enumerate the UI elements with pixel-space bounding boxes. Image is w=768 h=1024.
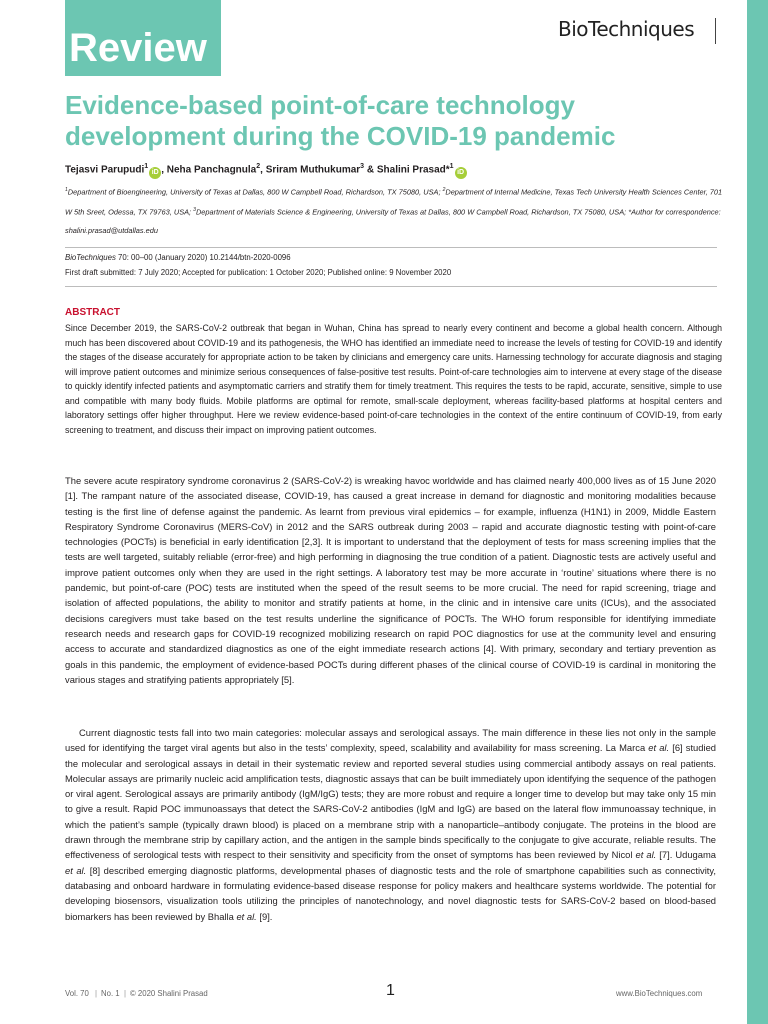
author-sup: 1 [449, 163, 454, 170]
footer-separator: | [95, 989, 98, 998]
body-paragraph-2 [65, 725, 716, 924]
affiliations [65, 181, 727, 240]
section-label: Review [65, 0, 221, 76]
italic-run: et al. [648, 742, 670, 754]
author-name: Neha Panchagnula [166, 164, 257, 176]
abstract-heading: ABSTRACT [65, 307, 120, 318]
affiliation-sup: 1 [65, 187, 68, 193]
author-separator: & [364, 164, 377, 176]
affiliation-sup: 2 [442, 187, 446, 193]
text-run: [8] described emerging diagnostic platforms, developmental phases of diagnostic tests and the role of smartphone capabilities such as connectivity, databasing and onboard hardware in formulating evidence-based disease response for policy makers and healthcare systems worldwide. The potential for developing biosensors, visualization tools utilizing the principles of nanotechnology, and novel diagnostic tests for SARS-CoV-2 based on blood-based biomarkers has been reviewed by Bhalla [65, 864, 716, 922]
divider [65, 286, 717, 287]
publication-dates: First draft submitted: 7 July 2020; Accepted for publication: 1 October 2020; Published online: 9 November 2020 [65, 268, 452, 277]
text-run: Current diagnostic tests fall into two main categories: molecular assays and serological assays. The main difference in these lies not only in the sample used for identifying the target viral agents but also in the tests’ complexity, speed, scalability and availability for mass screening. La Marca [65, 727, 716, 754]
text-run: [7]. Udugama [656, 849, 717, 861]
brand-divider [715, 18, 716, 44]
citation-line [65, 253, 291, 262]
text-run: [6] studied the molecular and serological assays in detail in their systematic review and reported several studies using commercial antibody assays on real patients. Molecular assays are primarily nucleic acid amplification tests, diagnostic assays that can be built immediately upon identifying the sequence of the pathogen or viral agent. Serological assays are primarily antibody (IgM/IgG) tests; they are more robust and require a longer time to develop but may take only 15 min to give a result. Rapid POC immunoassays that detect the SARS-CoV-2 antibodies (IgM and IgG) are based on the lateral flow immunoassay technique, in which the patient’s sample (typically drawn blood) is placed on a membrane strip with a nanoparticle–antibody conjugate. The proteins in the blood are drawn through the membrane strip by capillary action, and the antigen in the sample binds specifically to the conjugate to give accurate, reliable results. The effectiveness of serological tests with respect to their sensitivity and specificity from the onset of symptoms has been reviewed by Nicol [65, 742, 716, 861]
author-separator: , [161, 164, 167, 176]
author-name: Sriram Muthukumar [265, 164, 361, 176]
footer-separator: | [124, 989, 127, 998]
author-list [65, 163, 467, 179]
footer-copyright: © 2020 Shalini Prasad [130, 989, 208, 998]
abstract-text: Since December 2019, the SARS-CoV-2 outbreak that began in Wuhan, China has spread to nearly every continent and become a global health concern. Although much has been discovered about COVID-19 and its pathogenesis, the WHO has identified an immediate need to increase the levels of testing for COVID-19 and identify the stages of the disease accurately for appropriate action to be taken by clinicians and emergency care units. Harnessing technology for accurate diagnosis and staging will improve patient outcomes and minimize serious consequences of false-positive test results. Point-of-care technologies aim to intervene at every stage of the disease to quickly identify infected patients and asymptomatic carriers and stratify them for timely treatment. This requires the tests to be rapid, accurate, sensitive, simple to use and compatible with many body fluids. Mobile platforms are optimal for remote, small-scale deployment, whereas facility-based platforms at hospital centers and laboratory settings offer higher throughput. Here we review evidence-based point-of-care technologies in the context of the entire continuum of COVID-19, from early screening to treatment, and discuss their impact on improving patient outcomes. [65, 323, 722, 435]
italic-run: et al. [65, 864, 87, 876]
author-name: Tejasvi Parupudi [65, 164, 145, 176]
article-title: Evidence-based point-of-care technology development during the COVID-19 pandemic [65, 90, 616, 151]
body-paragraph: The severe acute respiratory syndrome coronavirus 2 (SARS-CoV-2) is wreaking havoc worldwide and has claimed nearly 400,000 lives as of 15 June 2020 [1]. The rampant nature of the associated disease, COVID-19, has caused a great increase in demand for diagnostic and monitoring modalities because testing is the first line of defense against the pandemic. As learnt from previous viral epidemics – for example, influenza (H1N1) in 2009, Middle Eastern Respiratory Syndrome Coronavirus (MERS-CoV) in 2012 and the SARS outbreak during 2003 – rapid and accurate diagnostic testing with point-of-care technologies (POCTs) is beneficial in early identification [2,3]. It is important to understand that the deployment of tests for mass screening implies that the tests are well targeted, suitably reliable (error-free) and high performing in diagnosing the true condition of a patient. Diagnostic tests are actively useful and improve patient outcomes only when they are used in the right settings. A laboratory test may be more accurate in ‘routine’ situations where there is no pandemic, but point-of-care (POC) tests are instituted when the speed of the result seems to be more crucial. The need for rapid screening, triage and isolation of affected populations, the ability to monitor and stratify patients at home, in the clinic and in intensive care units (ICUs), and the associated decisions caregivers must take based on the test results underline the significance of POCTs. The WHO forum responsible for identifying immediate research needs and research gaps for COVID-19 recognized mobilizing research on rapid POC diagnostics for use at the community level and ensuring access to accurate and standardized diagnostics as one of the eight immediate research actions [4]. With primary, secondary and tertiary prevention as goals in this pandemic, the employment of evidence-based POCTs during different phases of the clinical course of COVID-19 is cardinal in monitoring the various stages and stratifying patients appropriately [5]. [65, 475, 716, 685]
footer-volume: Vol. 70 [65, 989, 89, 998]
author-sup: 3 [360, 163, 365, 170]
author-sup: 1 [144, 163, 149, 170]
side-color-bar [747, 0, 768, 1024]
page-number: 1 [386, 982, 395, 999]
orcid-icon[interactable]: iD [149, 167, 161, 179]
affiliation-text: Department of Internal Medicine, Texas Tech University Health Sciences Center, 701 W 5th Sreet, Odessa, TX 79763, USA; [65, 187, 723, 217]
text-run: [9]. [256, 910, 273, 922]
italic-run: et al. [236, 910, 257, 922]
affiliation-text: Department of Bioengineering, University of Texas at Dallas, 800 W Campbell Road, Richardson, TX 75080, USA; [67, 187, 443, 197]
divider [65, 247, 717, 248]
journal-brand: BioTechniques [558, 17, 695, 41]
footer-issue: No. 1 [101, 989, 120, 998]
author-sup: 2 [256, 163, 261, 170]
author-separator: , [260, 164, 266, 176]
affiliation-text: Department of Materials Science & Engineering, University of Texas at Dallas, 800 W Campbell Road, Richardson, TX 75080, USA; *Author for correspondence: shalini.prasad@utdallas.edu [65, 207, 721, 235]
footer-website[interactable]: www.BioTechniques.com [616, 989, 703, 998]
orcid-icon[interactable]: iD [455, 167, 467, 179]
author-name: Shalini Prasad* [376, 164, 450, 176]
affiliation-sup: 3 [193, 207, 196, 214]
citation-details: 70: 00–00 (January 2020) 10.2144/btn-2020-0096 [118, 253, 291, 262]
citation-journal: BioTechniques [65, 253, 116, 262]
italic-run: et al. [635, 849, 657, 861]
